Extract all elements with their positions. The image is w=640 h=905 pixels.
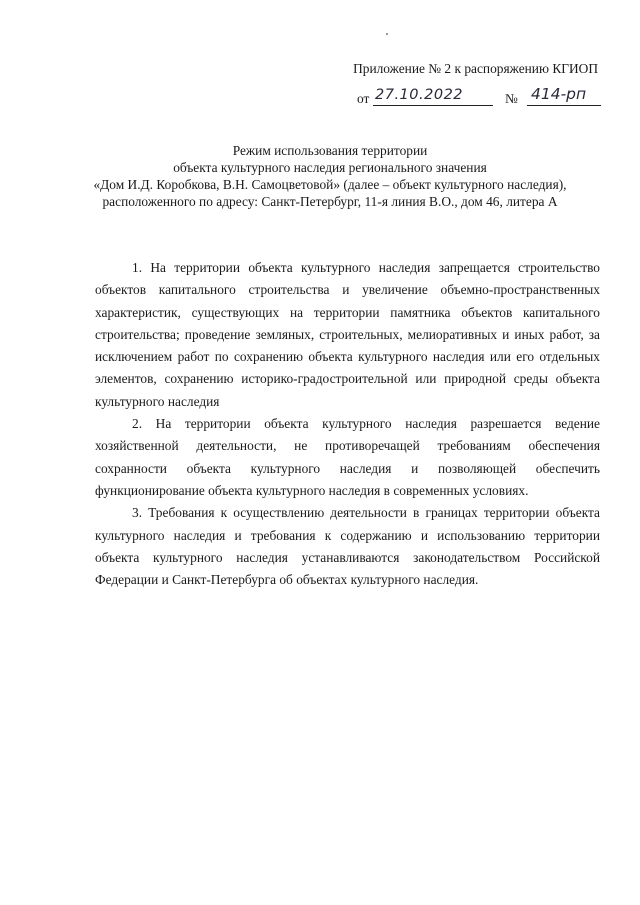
title-line: объекта культурного наследия регионального значения — [173, 160, 487, 175]
appendix-reference: Приложение № 2 к распоряжению КГИОП — [353, 61, 598, 76]
date-prefix: от — [357, 91, 370, 106]
document-body — [95, 257, 600, 591]
title-line: «Дом И.Д. Коробкова, В.Н. Самоцветовой» (далее – объект культурного наследия), — [93, 177, 567, 192]
title-line: Режим использования территории — [232, 143, 428, 158]
paragraph-2: 2. На территории объекта культурного наследия разрешается ведение хозяйственной деятельности, не противоречащей требованиям обеспечения сохранности объекта культурного наследия и позволяющей обеспечить функционирование объекта культурного наследия в современных условиях. — [95, 416, 600, 498]
handwritten-date: 27.10.2022 — [373, 87, 493, 106]
paragraph-1: 1. На территории объекта культурного наследия запрещается строительство объектов капитального строительства и увеличение объемно-пространственных характеристик, существующих на территории памятника объектов капитального строительства; проведение земляных, строительных, мелиоративных и иных работ, за исключением работ по сохранению объекта культурного наследия или его отдельных элементов, сохранению историко-градостроительной или природной среды объекта культурного наследия — [95, 260, 600, 409]
number-prefix: № — [505, 91, 518, 106]
order-date-number — [357, 86, 602, 110]
title-line: расположенного по адресу: Санкт-Петербург, 11-я линия В.О., дом 46, литера А — [102, 194, 558, 209]
document-title — [80, 142, 580, 210]
handwritten-number: 414-рп — [527, 85, 601, 106]
scan-speck — [386, 33, 388, 35]
paragraph-3: 3. Требования к осуществлению деятельности в границах территории объекта культурного наследия и требования к содержанию и использованию территории объекта культурного наследия устанавливаются законодательством Российской Федерации и Санкт-Петербурга об объектах культурного наследия. — [95, 505, 600, 588]
